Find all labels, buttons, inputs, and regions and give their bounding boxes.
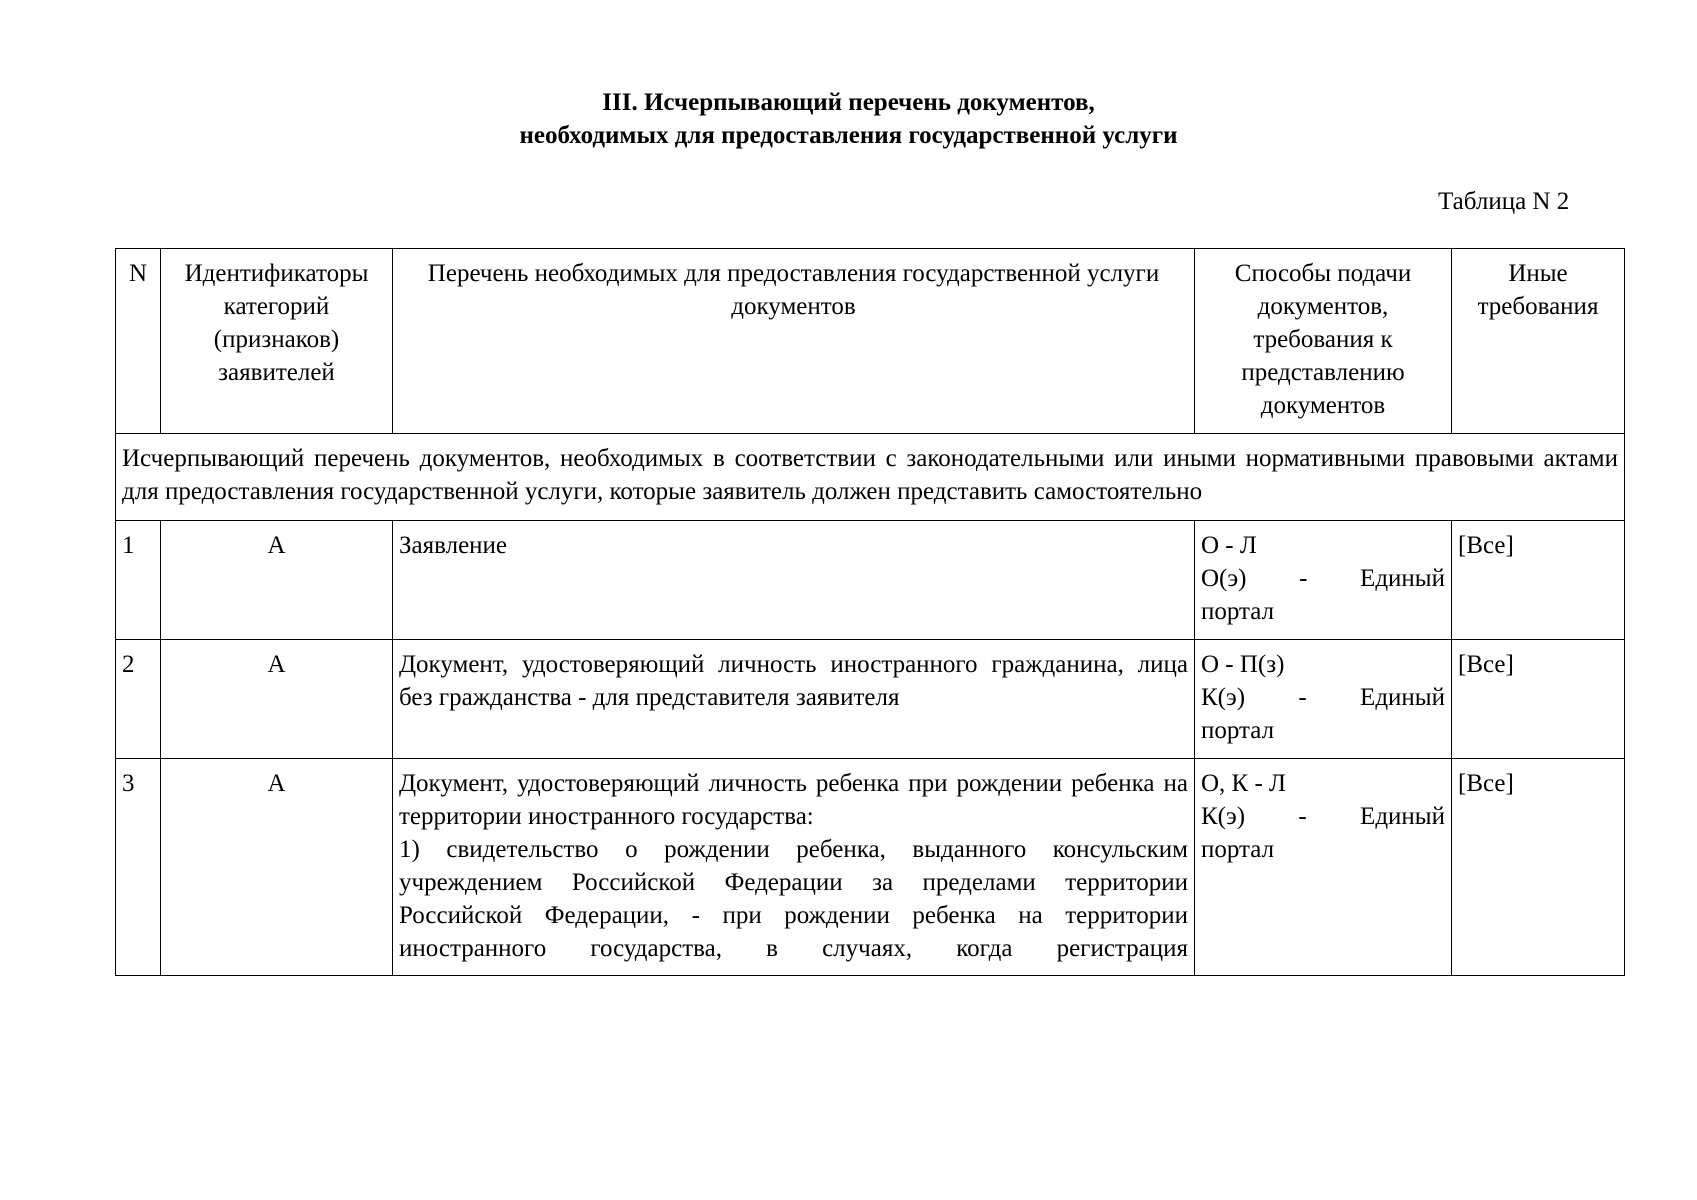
row-other: [Все]: [1452, 759, 1625, 976]
row-document-paragraph: Документ, удостоверяющий личность ребенка при рождении ребенка на территории иностранного государства:: [399, 770, 1188, 830]
header-identifiers: Идентификаторы категорий (признаков) заявителей: [161, 249, 393, 434]
way-line-1: О - П(з): [1201, 651, 1285, 678]
way-line-3: портал: [1201, 717, 1275, 744]
way-method: О(э): [1201, 565, 1247, 592]
row-identifier: А: [161, 521, 393, 640]
way-line-2: [1201, 681, 1445, 714]
row-ways: [1195, 759, 1452, 976]
row-identifier: А: [161, 640, 393, 759]
way-line-3: портал: [1201, 598, 1275, 625]
section-heading: Исчерпывающий перечень документов, необходимых в соответствии с законодательными или иными нормативными правовыми актами для предоставления государственной услуги, которые заявитель должен представить самостоятельно: [116, 434, 1625, 521]
row-other: [Все]: [1452, 640, 1625, 759]
row-number: 3: [116, 759, 161, 976]
row-document: [393, 521, 1195, 640]
header-documents: Перечень необходимых для предоставления государственной услуги документов: [393, 249, 1195, 434]
section-title-line-1: III. Исчерпывающий перечень документов,: [602, 89, 1095, 116]
table-row: [116, 759, 1625, 976]
row-number: 2: [116, 640, 161, 759]
way-line-2: [1201, 562, 1445, 595]
row-document: [393, 759, 1195, 976]
row-document-paragraph: Заявление: [399, 532, 508, 559]
way-dash: -: [1299, 565, 1308, 592]
header-other: Иные требования: [1452, 249, 1625, 434]
section-title-line-2: необходимых для предоставления государственной услуги: [519, 122, 1178, 149]
row-other: [Все]: [1452, 521, 1625, 640]
row-number: 1: [116, 521, 161, 640]
table-section-row: [116, 434, 1625, 521]
header-n: N: [116, 249, 161, 434]
row-ways: [1195, 521, 1452, 640]
table-header-row: [116, 249, 1625, 434]
way-line-2: [1201, 800, 1445, 833]
way-method: К(э): [1201, 803, 1246, 830]
way-method: К(э): [1201, 684, 1246, 711]
row-document: [393, 640, 1195, 759]
section-title: [0, 86, 1697, 152]
table-caption: Таблица N 2: [1438, 188, 1570, 215]
row-document-paragraph: Документ, удостоверяющий личность иностранного гражданина, лица без гражданства - для представителя заявителя: [399, 651, 1188, 711]
table-row: [116, 521, 1625, 640]
way-line-3: портал: [1201, 836, 1275, 863]
way-target: Единый: [1360, 684, 1445, 711]
way-target: Единый: [1360, 803, 1445, 830]
documents-table: [115, 248, 1625, 976]
table-row: [116, 640, 1625, 759]
row-document-paragraph: 1) свидетельство о рождении ребенка, выданного консульским учреждением Российской Федерации за пределами территории Российской Федерации, - при рождении ребенка на территории иностранного государства, в случаях, когда регистрация: [399, 836, 1188, 962]
header-ways: Способы подачи документов, требования к представлению документов: [1195, 249, 1452, 434]
row-ways: [1195, 640, 1452, 759]
row-identifier: А: [161, 759, 393, 976]
way-target: Единый: [1360, 565, 1445, 592]
way-dash: -: [1298, 684, 1307, 711]
way-line-1: О - Л: [1201, 532, 1257, 559]
way-dash: -: [1298, 803, 1307, 830]
way-line-1: О, К - Л: [1201, 770, 1287, 797]
